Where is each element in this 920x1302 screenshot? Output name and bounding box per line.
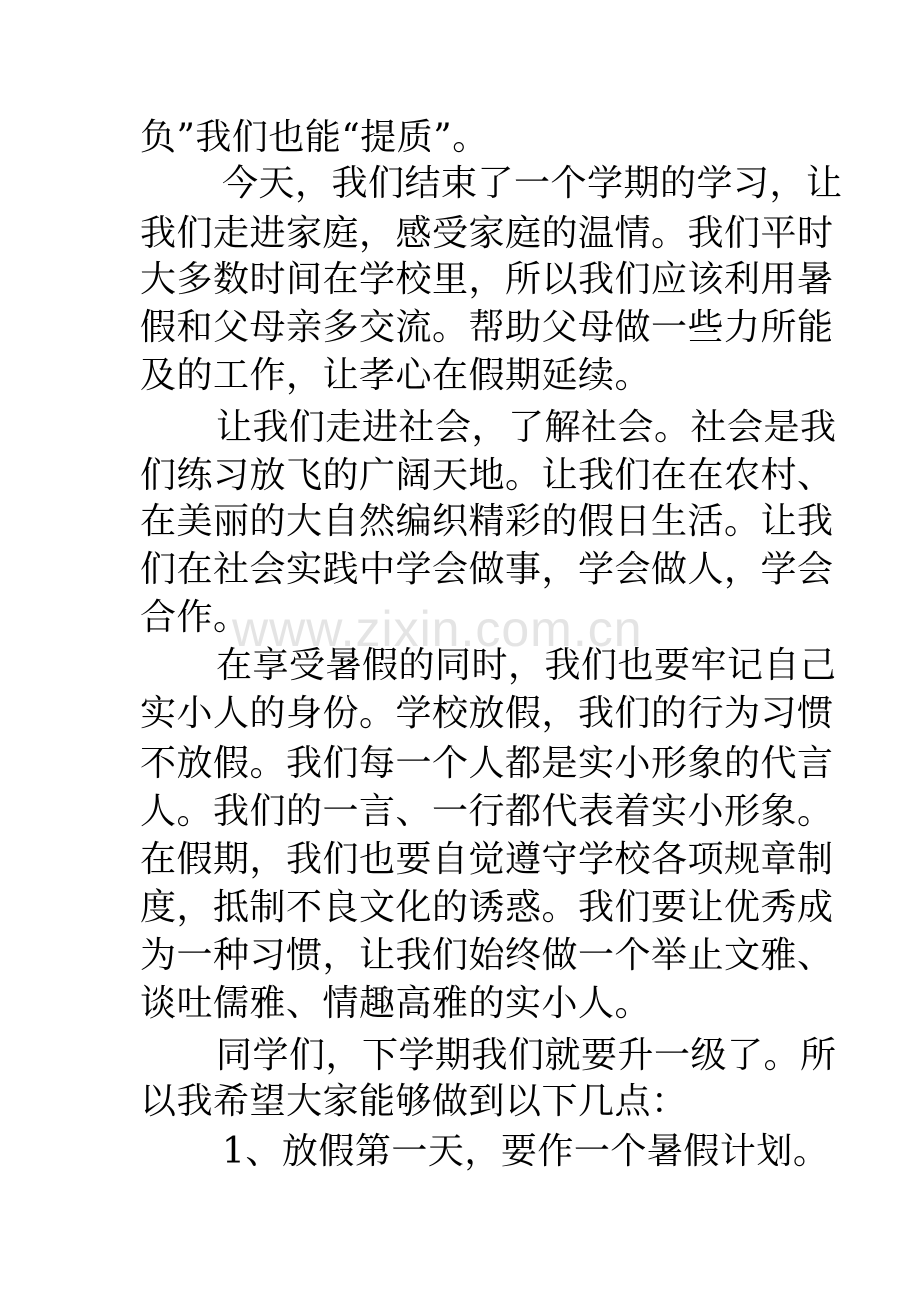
text-line: 我们走进家庭，感受家庭的温情。我们平时 (140, 213, 834, 254)
text-line: 在美丽的大自然编织精彩的假日生活。让我 (140, 501, 834, 542)
text-line: 同学们，下学期我们就要升一级了。所 (216, 1035, 837, 1076)
text-line: 们在社会实践中学会做事，学会做人，学会 (140, 549, 834, 590)
text-line: 大多数时间在学校里，所以我们应该利用暑 (140, 259, 834, 300)
text-line: 让我们走进社会，了解社会。社会是我 (216, 407, 837, 448)
text-line: 人。我们的一言、一行都代表着实小形象。 (140, 791, 834, 832)
text-line: 假和父母亲多交流。帮助父母做一些力所能 (140, 307, 834, 348)
text-line: 度，抵制不良文化的诱惑。我们要让优秀成 (140, 887, 834, 928)
text-line: 不放假。我们每一个人都是实小形象的代言 (140, 743, 834, 784)
text-line: 实小人的身份。学校放假，我们的行为习惯 (140, 693, 834, 734)
text-line: 在享受暑假的同时，我们也要牢记自己 (216, 645, 837, 686)
text-line: 合作。 (140, 597, 250, 638)
text-line: 谈吐儒雅、情趣高雅的实小人。 (140, 983, 652, 1024)
text-line: 负”我们也能“提质”。 (140, 117, 489, 158)
text-line: 为一种习惯，让我们始终做一个举止文雅、 (140, 935, 834, 976)
text-line: 及的工作，让孝心在假期延续。 (140, 355, 652, 396)
text-line: 在假期，我们也要自觉遵守学校各项规章制 (140, 839, 834, 880)
text-line: 以我希望大家能够做到以下几点： (140, 1081, 688, 1122)
text-line: 1、放假第一天，要作一个暑假计划。 (222, 1131, 830, 1172)
text-line: 今天，我们结束了一个学期的学习，让 (222, 163, 843, 204)
text-line: 们练习放飞的广阔天地。让我们在在农村、 (140, 455, 834, 496)
watermark: www.zixin.com.cn (232, 601, 643, 657)
